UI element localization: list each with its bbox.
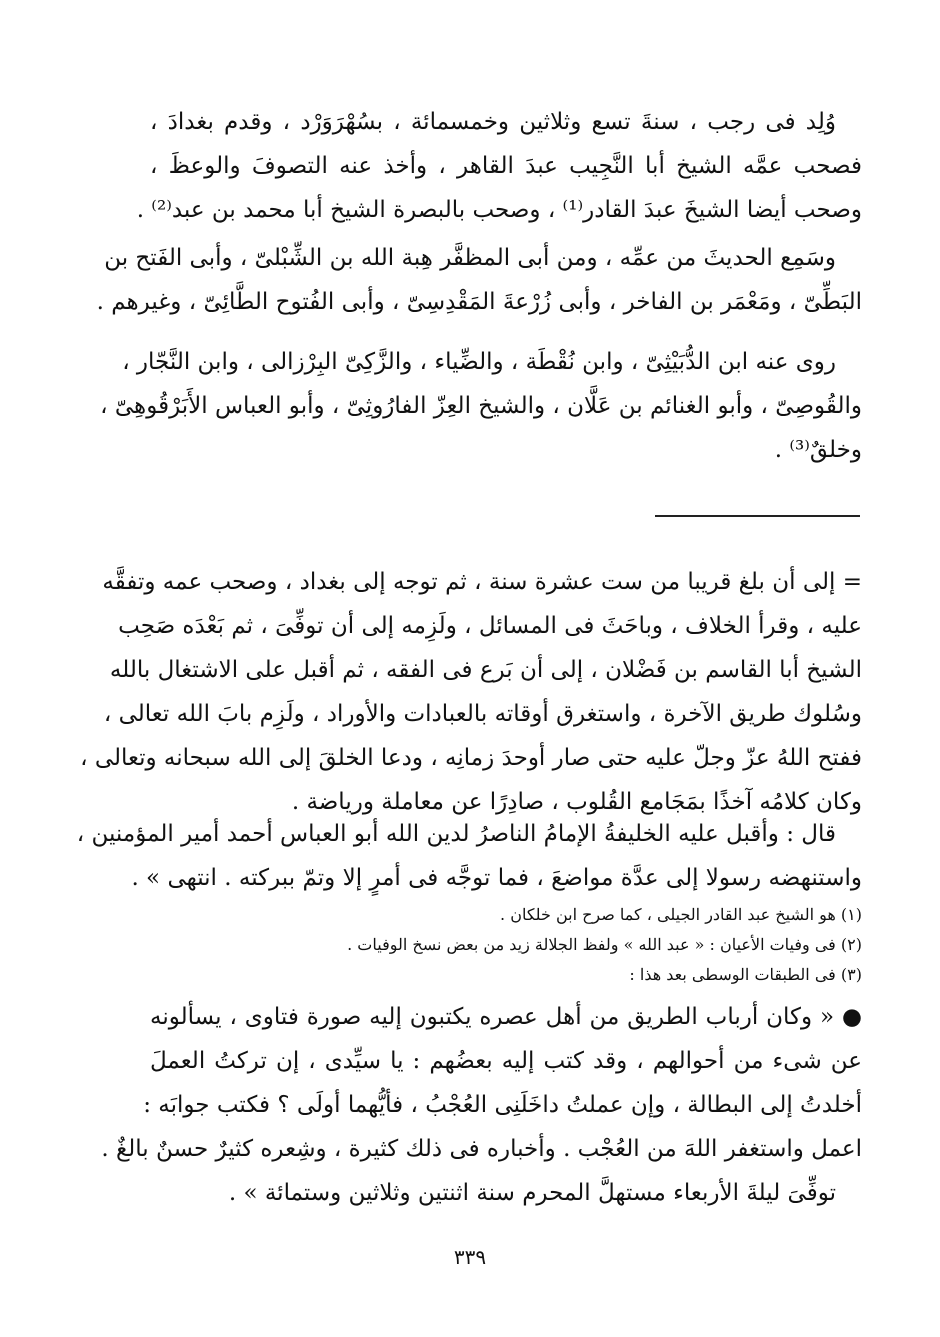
footnote-quotation <box>101 995 862 1215</box>
text-line: ● « وكان أرباب الطريق من أهل عصره يكتبون إليه صورة فتاوى ، يسألونه <box>150 1004 862 1030</box>
text-line: وُلِد فى رجب ، سنةَ تسع وثلاثين وخمسمائة ، بسُهْرَوَرْد ، وقدم بغدادَ ، <box>150 109 836 135</box>
text-line: توفِّىَ ليلةَ الأربعاء مستهلَّ المحرم سنة اثنتين وثلاثين وستمائة » . <box>228 1180 836 1206</box>
footnote-3: (٣) فى الطبقات الوسطى بعد هذا : <box>629 965 862 984</box>
footnote-continuation-paragraph <box>80 560 862 824</box>
text-line: عن شىء من أحوالهم ، وقد كتب إليه بعضُهم : يا سيِّدى ، إن تركتُ العملَ <box>150 1048 862 1074</box>
footnote-divider <box>655 515 860 517</box>
paragraph-hadith <box>96 236 862 324</box>
text-line: وكان كلامُه آخذًا بمَجَامع القُلوب ، صادِرًا عن معاملة ورياضة . <box>291 789 862 815</box>
footnote-1: (١) هو الشيخ عبد القادر الجيلى ، كما صرح ابن خلكان . <box>500 905 862 924</box>
footnotes <box>150 900 862 990</box>
text-line: وسَمِع الحديثَ من عمِّه ، ومن أبى المظفَّر هِبة الله بن الشِّبْلىّ ، وأبى الفَتح بن <box>104 245 836 271</box>
page-number: ٣٣٩ <box>453 1245 487 1269</box>
text-line: الشيخ أبا القاسم بن فَضْلان ، إلى أن بَرع فى الفقه ، ثم أقبل على الاشتغال بالله <box>109 657 862 683</box>
text-line: وسُلوك طريق الآخرة ، واستغرق أوقاته بالعبادات والأوراد ، ولَزِم بابَ الله تعالى ، <box>103 701 862 727</box>
text-line: أخلدتُ إلى البطالة ، وإن عملتُ داخَلَنِى العُجْبُ ، فأيُّهما أولَى ؟ فكتب جوابَه : <box>143 1092 862 1118</box>
paragraph-narrators <box>100 340 862 472</box>
text-line: واستنهضه رسولا إلى عدَّة مواضعَ ، فما توجَّه فى أمرٍ إلا وتمّ ببركته . انتهى » . <box>131 865 862 891</box>
text-line: ففتح اللهُ عزّ وجلّ عليه حتى صار أوحدَ زمانِه ، ودعا الخلقَ إلى الله سبحانه وتعالى ، <box>80 745 862 771</box>
text-line: روى عنه ابن الدُّبَيْثِىّ ، وابن نُقْطَة ، والضِّياء ، والزَّكِىّ البِرْزالى ، وابن النَّجّار ، <box>122 349 836 375</box>
text-line: قال : وأقبل عليه الخليفةُ الإمامُ الناصرُ لدين الله أبو العباس أحمد أمير المؤمنين ، <box>76 821 836 847</box>
footnote-2: (٢) فى وفيات الأعيان : « عبد الله » ولفظ الجلالة زيد من بعض نسخ الوفيات . <box>347 935 862 954</box>
text-line: فصحب عمَّه الشيخ أبا النَّجِيب عبدَ القاهر ، وأخذ عنه التصوفَ والوعظَ ، <box>150 153 862 179</box>
footnote-continuation-paragraph <box>76 812 862 900</box>
text-line: اعمل واستغفر اللهَ من العُجْب . وأخباره فى ذلك كثيرة ، وشِعره كثيرٌ حسنٌ بالغٌ . <box>101 1136 862 1162</box>
text-line: وصحب أيضا الشيخَ عبدَ القادر⁽¹⁾ ، وصحب بالبصرة الشيخ أبا محمد بن عبد⁽²⁾ . <box>136 197 862 223</box>
text-line: = إلى أن بلغ قريبا من ست عشرة سنة ، ثم توجه إلى بغداد ، وصحب عمه وتفقَّه <box>102 569 862 595</box>
text-line: وخلقٌ⁽³⁾ . <box>774 437 862 463</box>
paragraph-birth <box>136 100 862 232</box>
text-line: والقُوصِىّ ، وأبو الغنائم بن عَلَّان ، والشيخ العِزّ الفارُوثِىّ ، وأبو العباس الأَبَرْقُوهِىّ ، <box>100 393 862 419</box>
text-line: عليه ، وقرأ الخلاف ، وباحَثَ فى المسائل ، ولَزِمه إلى أن توفِّىَ ، ثم بَعْدَه صَحِب <box>118 613 862 639</box>
text-line: البَطِّىّ ، ومَعْمَر بن الفاخر ، وأبى زُرْعةَ المَقْدِسِىّ ، وأبى الفُتوح الطَّائِىّ ، وغيرهم . <box>96 289 862 315</box>
